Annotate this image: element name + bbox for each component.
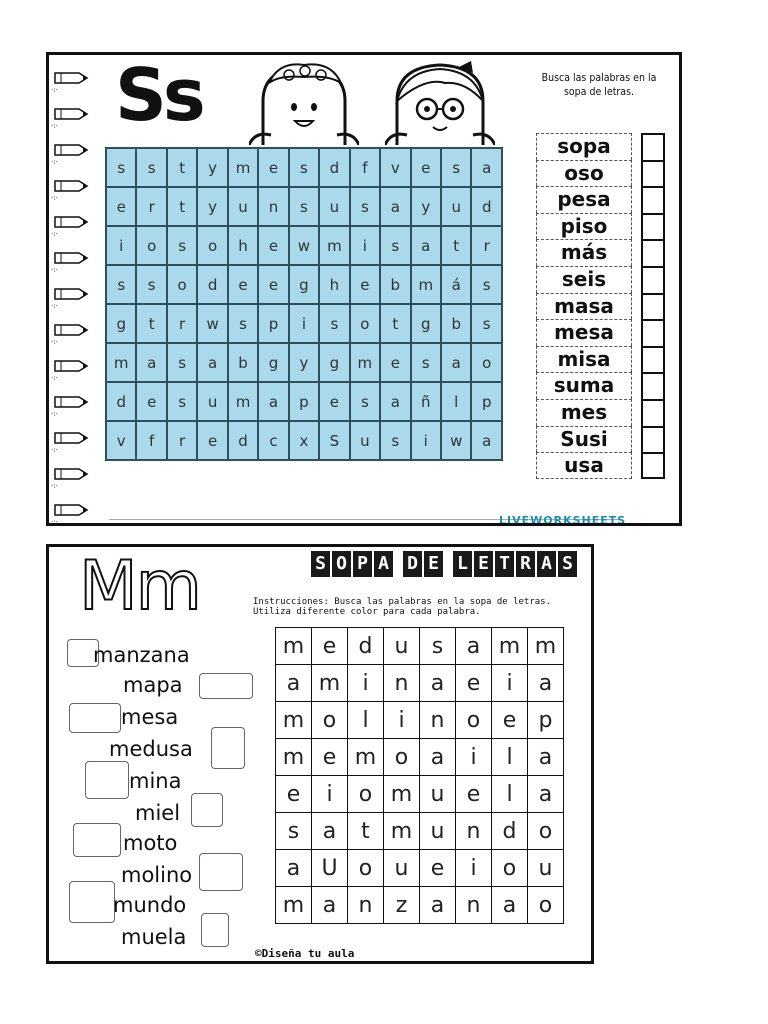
grid-s-cell[interactable]: s	[471, 265, 502, 304]
word-item-m: manzana	[93, 643, 190, 667]
grid-s-cell[interactable]: u	[197, 382, 227, 421]
word-checkbox[interactable]	[641, 293, 665, 320]
grid-m-cell[interactable]: a	[312, 813, 348, 850]
grid-m-row	[276, 850, 564, 887]
grid-m-cell[interactable]: m	[276, 887, 312, 924]
grid-m-cell[interactable]: m	[384, 776, 420, 813]
word-item-s: seis	[536, 266, 632, 293]
word-checkbox[interactable]	[641, 266, 665, 293]
grid-m-cell[interactable]: i	[312, 776, 348, 813]
grid-s-cell[interactable]: r	[167, 304, 197, 343]
pencil-icon	[53, 467, 89, 481]
grid-m-cell[interactable]: o	[348, 776, 384, 813]
title-letter: O	[332, 551, 351, 577]
grid-s-cell[interactable]: a	[197, 343, 227, 382]
word-checkbox[interactable]	[641, 133, 665, 160]
grid-m-cell[interactable]: p	[528, 702, 564, 739]
grid-m-cell[interactable]: o	[456, 702, 492, 739]
grid-s-cell[interactable]: d	[197, 265, 227, 304]
grid-m-cell[interactable]: l	[348, 702, 384, 739]
grid-m-cell[interactable]: a	[492, 887, 528, 924]
grid-s-cell[interactable]: s	[289, 187, 319, 226]
word-checkbox[interactable]	[641, 213, 665, 240]
grid-s-cell[interactable]: ñ	[411, 382, 441, 421]
title-letter: A	[537, 551, 556, 577]
word-item-s: usa	[536, 452, 632, 479]
grid-m-cell[interactable]: e	[276, 776, 312, 813]
grid-m-cell[interactable]: o	[348, 850, 384, 887]
grid-s-cell[interactable]: e	[411, 148, 441, 187]
pencil-icon	[53, 143, 89, 157]
word-item-m: moto	[123, 831, 178, 855]
grid-s-cell[interactable]: s	[350, 382, 380, 421]
title-letter: S	[311, 551, 330, 577]
grid-m-cell[interactable]: o	[528, 813, 564, 850]
title-letter: A	[374, 551, 393, 577]
title-letter: S	[558, 551, 577, 577]
grid-s-cell[interactable]: f	[136, 421, 166, 460]
grid-s-cell[interactable]: y	[289, 343, 319, 382]
big-letter-s: Ss	[115, 53, 202, 137]
word-checkbox[interactable]	[641, 160, 665, 187]
pencil-icon	[53, 359, 89, 373]
word-item-m: mapa	[123, 673, 183, 697]
grid-s-cell[interactable]: m	[319, 226, 349, 265]
grid-s-cell[interactable]: e	[258, 265, 288, 304]
motorcycle-icon	[73, 823, 121, 857]
grid-m-row	[276, 887, 564, 924]
grid-s-row	[106, 382, 502, 421]
grid-s-cell[interactable]: x	[289, 421, 319, 460]
grid-s-cell[interactable]: e	[106, 187, 136, 226]
grid-s-cell[interactable]: s	[167, 226, 197, 265]
grid-m-cell[interactable]: a	[420, 739, 456, 776]
grid-s-cell[interactable]: e	[258, 226, 288, 265]
grid-m-cell[interactable]: u	[384, 628, 420, 665]
grid-m-cell[interactable]: u	[420, 813, 456, 850]
title-banner	[311, 551, 577, 579]
grid-s-cell[interactable]: a	[258, 382, 288, 421]
grid-s-cell[interactable]: b	[228, 343, 258, 382]
grid-s-cell[interactable]: o	[167, 265, 197, 304]
grid-s-cell[interactable]: m	[106, 343, 136, 382]
title-letter: L	[453, 551, 472, 577]
word-item-s: mes	[536, 399, 632, 426]
grid-s-cell[interactable]: s	[471, 304, 502, 343]
word-item-s: suma	[536, 372, 632, 399]
word-checkbox[interactable]	[641, 452, 665, 479]
grid-m-cell[interactable]: a	[528, 665, 564, 702]
grid-m-cell[interactable]: n	[420, 702, 456, 739]
word-checkbox[interactable]	[641, 319, 665, 346]
word-checkbox[interactable]	[641, 186, 665, 213]
grid-s-cell[interactable]: s	[411, 343, 441, 382]
grid-s-cell[interactable]: g	[258, 343, 288, 382]
pencil-icon	[53, 179, 89, 193]
grid-m-cell[interactable]: t	[348, 813, 384, 850]
grid-m-row	[276, 739, 564, 776]
grid-m-cell[interactable]: l	[492, 739, 528, 776]
pencil-icon	[53, 431, 89, 445]
grid-m-cell[interactable]: u	[384, 850, 420, 887]
grid-s-cell[interactable]: t	[441, 226, 471, 265]
honey-jar-icon	[191, 793, 223, 827]
grid-s-cell[interactable]: s	[380, 421, 410, 460]
dots-decoration: ·:·	[51, 410, 58, 418]
grid-s-cell[interactable]: a	[441, 343, 471, 382]
dots-decoration: ·:·	[51, 266, 58, 274]
title-letter: R	[516, 551, 535, 577]
instructions-line-2: Utiliza diferente color para cada palabra.	[253, 607, 481, 617]
grid-s-row	[106, 226, 502, 265]
grid-m-cell[interactable]: e	[456, 665, 492, 702]
dots-decoration: ·:·	[51, 302, 58, 310]
grid-m-cell[interactable]: i	[492, 665, 528, 702]
grid-m-cell[interactable]: m	[276, 702, 312, 739]
grid-m-cell[interactable]: m	[384, 813, 420, 850]
grid-s-cell[interactable]: i	[411, 421, 441, 460]
word-item-s: pesa	[536, 186, 632, 213]
grid-s-cell[interactable]: c	[258, 421, 288, 460]
grid-s-cell[interactable]: v	[380, 148, 410, 187]
grid-m-cell[interactable]: n	[456, 813, 492, 850]
grid-s-row	[106, 148, 502, 187]
grid-s-cell[interactable]: s	[350, 187, 380, 226]
word-list-s	[536, 133, 632, 479]
grid-m-cell[interactable]: z	[384, 887, 420, 924]
dots-decoration: ·:·	[51, 374, 58, 382]
grid-m-cell[interactable]: a	[420, 665, 456, 702]
title-letter: P	[353, 551, 372, 577]
grid-s-cell[interactable]: s	[289, 148, 319, 187]
grid-s-cell[interactable]: a	[471, 421, 502, 460]
grid-m-cell[interactable]: s	[276, 813, 312, 850]
grid-s-cell[interactable]: g	[289, 265, 319, 304]
grid-m-cell[interactable]: a	[312, 887, 348, 924]
grid-m-cell[interactable]: o	[384, 739, 420, 776]
grid-m-cell[interactable]: o	[312, 702, 348, 739]
dots-decoration: ·:·	[51, 122, 58, 130]
grid-s-cell[interactable]: i	[350, 226, 380, 265]
pencil-icon	[53, 503, 89, 517]
grid-s-cell[interactable]: p	[471, 382, 502, 421]
dots-decoration: ·:·	[51, 338, 58, 346]
grid-m-cell[interactable]: a	[420, 887, 456, 924]
grid-m-row	[276, 813, 564, 850]
grid-s-cell[interactable]: l	[441, 382, 471, 421]
grid-s-cell[interactable]: r	[136, 187, 166, 226]
grid-m-cell[interactable]: a	[456, 628, 492, 665]
word-item-m: mina	[129, 769, 182, 793]
grid-s-cell[interactable]: s	[319, 304, 349, 343]
dots-decoration: ·:·	[51, 230, 58, 238]
grid-m-row	[276, 665, 564, 702]
title-letter: D	[403, 551, 422, 577]
grid-s-cell[interactable]: n	[258, 187, 288, 226]
grid-m-cell[interactable]: a	[528, 739, 564, 776]
grid-s-cell[interactable]: u	[228, 187, 258, 226]
grid-s-cell[interactable]: v	[106, 421, 136, 460]
instructions-line-1: Instrucciones: Busca las palabras en la sopa de letras.	[253, 597, 552, 607]
grid-s-cell[interactable]: e	[319, 382, 349, 421]
grid-m-cell[interactable]: m	[276, 739, 312, 776]
grid-s-cell[interactable]: t	[167, 187, 197, 226]
grid-s-cell[interactable]: u	[319, 187, 349, 226]
grid-m-cell[interactable]: o	[528, 887, 564, 924]
title-letter: T	[495, 551, 514, 577]
worksheet-letter-m	[46, 544, 594, 964]
grid-m-cell[interactable]: U	[312, 850, 348, 887]
grid-m-cell[interactable]: i	[456, 850, 492, 887]
grid-s-cell[interactable]: w	[289, 226, 319, 265]
grid-s-cell[interactable]: r	[471, 226, 502, 265]
grid-m-cell[interactable]: e	[492, 702, 528, 739]
grid-s-cell[interactable]: i	[289, 304, 319, 343]
grid-s-cell[interactable]: u	[350, 421, 380, 460]
grid-m-cell[interactable]: i	[348, 665, 384, 702]
grid-s-cell[interactable]: e	[380, 343, 410, 382]
grid-s-cell[interactable]: g	[411, 304, 441, 343]
grid-s-cell[interactable]: p	[289, 382, 319, 421]
grid-m-cell[interactable]: e	[312, 739, 348, 776]
worksheet-letter-s	[46, 52, 682, 526]
grid-s-cell[interactable]: w	[441, 421, 471, 460]
grid-m-cell[interactable]: a	[276, 850, 312, 887]
grid-s-cell[interactable]: s	[441, 148, 471, 187]
pencil-icon	[53, 215, 89, 229]
word-item-s: Susi	[536, 426, 632, 453]
word-checkbox[interactable]	[641, 239, 665, 266]
word-checkbox[interactable]	[641, 426, 665, 453]
grid-s-cell[interactable]: a	[411, 226, 441, 265]
word-search-grid-s	[105, 147, 503, 461]
dots-decoration: ·:·	[51, 482, 58, 490]
grid-s-cell[interactable]: h	[228, 226, 258, 265]
pencil-icon	[53, 395, 89, 409]
watermark-footer: LIVEWORKSHEETS	[499, 514, 627, 526]
pencil-icon	[53, 323, 89, 337]
dots-decoration: ·:·	[51, 158, 58, 166]
grid-s-cell[interactable]: a	[380, 187, 410, 226]
grid-s-cell[interactable]: y	[411, 187, 441, 226]
copyright-footer: ©Diseña tu aula	[255, 947, 355, 960]
word-item-s: misa	[536, 346, 632, 373]
grid-s-cell[interactable]: a	[471, 148, 502, 187]
word-search-grid-m	[275, 627, 564, 924]
grid-s-cell[interactable]: t	[167, 148, 197, 187]
grid-m-row	[276, 776, 564, 813]
grid-m-cell[interactable]: s	[420, 628, 456, 665]
word-item-m: medusa	[109, 737, 193, 761]
grid-m-cell[interactable]: i	[384, 702, 420, 739]
girl-face-icon	[249, 61, 359, 145]
grid-m-cell[interactable]: d	[348, 628, 384, 665]
grid-s-row	[106, 187, 502, 226]
pencil-icon	[53, 71, 89, 85]
dots-decoration: ·:·	[51, 194, 58, 202]
mine-icon	[85, 761, 129, 799]
grid-s-cell[interactable]: a	[380, 382, 410, 421]
grid-s-cell[interactable]: o	[136, 226, 166, 265]
word-item-s: más	[536, 239, 632, 266]
grid-s-cell[interactable]: e	[228, 265, 258, 304]
grid-s-cell[interactable]: s	[380, 226, 410, 265]
pencil-icon	[53, 251, 89, 265]
instructions-s: Busca las palabras en la sopa de letras.	[541, 72, 657, 98]
grid-s-cell[interactable]: s	[167, 343, 197, 382]
word-item-m: mundo	[113, 893, 187, 917]
word-checkbox[interactable]	[641, 346, 665, 373]
grid-s-cell[interactable]: s	[228, 304, 258, 343]
table-icon	[69, 703, 121, 733]
grid-s-row	[106, 421, 502, 460]
grid-m-row	[276, 702, 564, 739]
grid-s-cell[interactable]: a	[136, 343, 166, 382]
grid-m-cell[interactable]: m	[528, 628, 564, 665]
dots-decoration: ·:·	[51, 86, 58, 94]
grid-s-row	[106, 265, 502, 304]
grid-s-cell[interactable]: o	[471, 343, 502, 382]
grid-s-cell[interactable]: o	[350, 304, 380, 343]
word-item-s: masa	[536, 293, 632, 320]
big-letter-m: Mm	[79, 547, 200, 626]
instructions-m	[253, 597, 593, 617]
pencil-icon	[53, 287, 89, 301]
map-icon	[199, 673, 253, 699]
grid-s-cell[interactable]: i	[106, 226, 136, 265]
grid-s-cell[interactable]: s	[106, 265, 136, 304]
grid-s-cell[interactable]: e	[350, 265, 380, 304]
grid-s-cell[interactable]: w	[197, 304, 227, 343]
grid-s-cell[interactable]: e	[136, 382, 166, 421]
grid-s-cell[interactable]: m	[411, 265, 441, 304]
grid-s-cell[interactable]: d	[319, 148, 349, 187]
title-letter	[395, 551, 401, 577]
grid-s-cell[interactable]: f	[350, 148, 380, 187]
grid-m-cell[interactable]: e	[312, 628, 348, 665]
grid-s-cell[interactable]: r	[167, 421, 197, 460]
word-item-m: mesa	[121, 705, 179, 729]
girl-glasses-face-icon	[385, 61, 495, 145]
word-item-s: piso	[536, 213, 632, 240]
grid-s-cell[interactable]: b	[380, 265, 410, 304]
grid-s-row	[106, 343, 502, 382]
grid-m-cell[interactable]: m	[276, 628, 312, 665]
grid-m-cell[interactable]: d	[492, 813, 528, 850]
grid-s-cell[interactable]: t	[380, 304, 410, 343]
grid-s-cell[interactable]: d	[471, 187, 502, 226]
grid-s-row	[106, 304, 502, 343]
jellyfish-icon	[211, 727, 245, 769]
grid-s-cell[interactable]: o	[197, 226, 227, 265]
windmill-icon	[199, 853, 243, 891]
grid-s-cell[interactable]: g	[106, 304, 136, 343]
grid-m-cell[interactable]: n	[384, 665, 420, 702]
grid-m-cell[interactable]: u	[420, 776, 456, 813]
grid-s-cell[interactable]: y	[197, 187, 227, 226]
grid-m-cell[interactable]: o	[492, 850, 528, 887]
grid-s-cell[interactable]: b	[441, 304, 471, 343]
title-letter	[445, 551, 451, 577]
word-checkbox[interactable]	[641, 399, 665, 426]
grid-m-cell[interactable]: a	[276, 665, 312, 702]
globe-icon	[69, 881, 115, 923]
grid-s-cell[interactable]: s	[136, 148, 166, 187]
grid-m-cell[interactable]: i	[456, 739, 492, 776]
pencil-icon	[53, 107, 89, 121]
grid-s-cell[interactable]: m	[350, 343, 380, 382]
grid-m-cell[interactable]: m	[312, 665, 348, 702]
grid-s-cell[interactable]: m	[228, 148, 258, 187]
grid-m-cell[interactable]: l	[492, 776, 528, 813]
checkbox-column-s	[641, 133, 665, 479]
word-list-m	[49, 633, 269, 953]
word-item-m: muela	[121, 925, 187, 949]
grid-m-cell[interactable]: n	[348, 887, 384, 924]
grid-s-cell[interactable]: u	[441, 187, 471, 226]
grid-s-cell[interactable]: p	[258, 304, 288, 343]
grid-s-cell[interactable]: s	[136, 265, 166, 304]
word-item-m: molino	[121, 863, 193, 887]
dots-decoration: ·:·	[51, 446, 58, 454]
grid-m-row	[276, 628, 564, 665]
title-letter: E	[424, 551, 443, 577]
grid-s-cell[interactable]: d	[106, 382, 136, 421]
word-item-m: miel	[135, 801, 181, 825]
grid-s-cell[interactable]: y	[197, 148, 227, 187]
word-item-s: oso	[536, 160, 632, 187]
tooth-icon	[201, 913, 229, 947]
grid-m-cell[interactable]: m	[492, 628, 528, 665]
grid-m-cell[interactable]: m	[348, 739, 384, 776]
grid-s-cell[interactable]: s	[167, 382, 197, 421]
grid-m-cell[interactable]: e	[456, 776, 492, 813]
grid-s-cell[interactable]: h	[319, 265, 349, 304]
title-letter: E	[474, 551, 493, 577]
grid-m-cell[interactable]: n	[456, 887, 492, 924]
grid-s-cell[interactable]: e	[197, 421, 227, 460]
grid-s-cell[interactable]: d	[228, 421, 258, 460]
grid-m-cell[interactable]: a	[528, 776, 564, 813]
word-item-s: sopa	[536, 133, 632, 160]
grid-s-cell[interactable]: e	[258, 148, 288, 187]
grid-s-cell[interactable]: S	[319, 421, 349, 460]
pencil-border	[49, 55, 95, 526]
grid-s-cell[interactable]: m	[228, 382, 258, 421]
grid-m-cell[interactable]: u	[528, 850, 564, 887]
word-checkbox[interactable]	[641, 372, 665, 399]
word-item-s: mesa	[536, 319, 632, 346]
grid-s-cell[interactable]: t	[136, 304, 166, 343]
dots-decoration: ·:·	[51, 518, 58, 526]
grid-s-cell[interactable]: g	[319, 343, 349, 382]
grid-s-cell[interactable]: s	[106, 148, 136, 187]
grid-m-cell[interactable]: e	[420, 850, 456, 887]
grid-s-cell[interactable]: á	[441, 265, 471, 304]
